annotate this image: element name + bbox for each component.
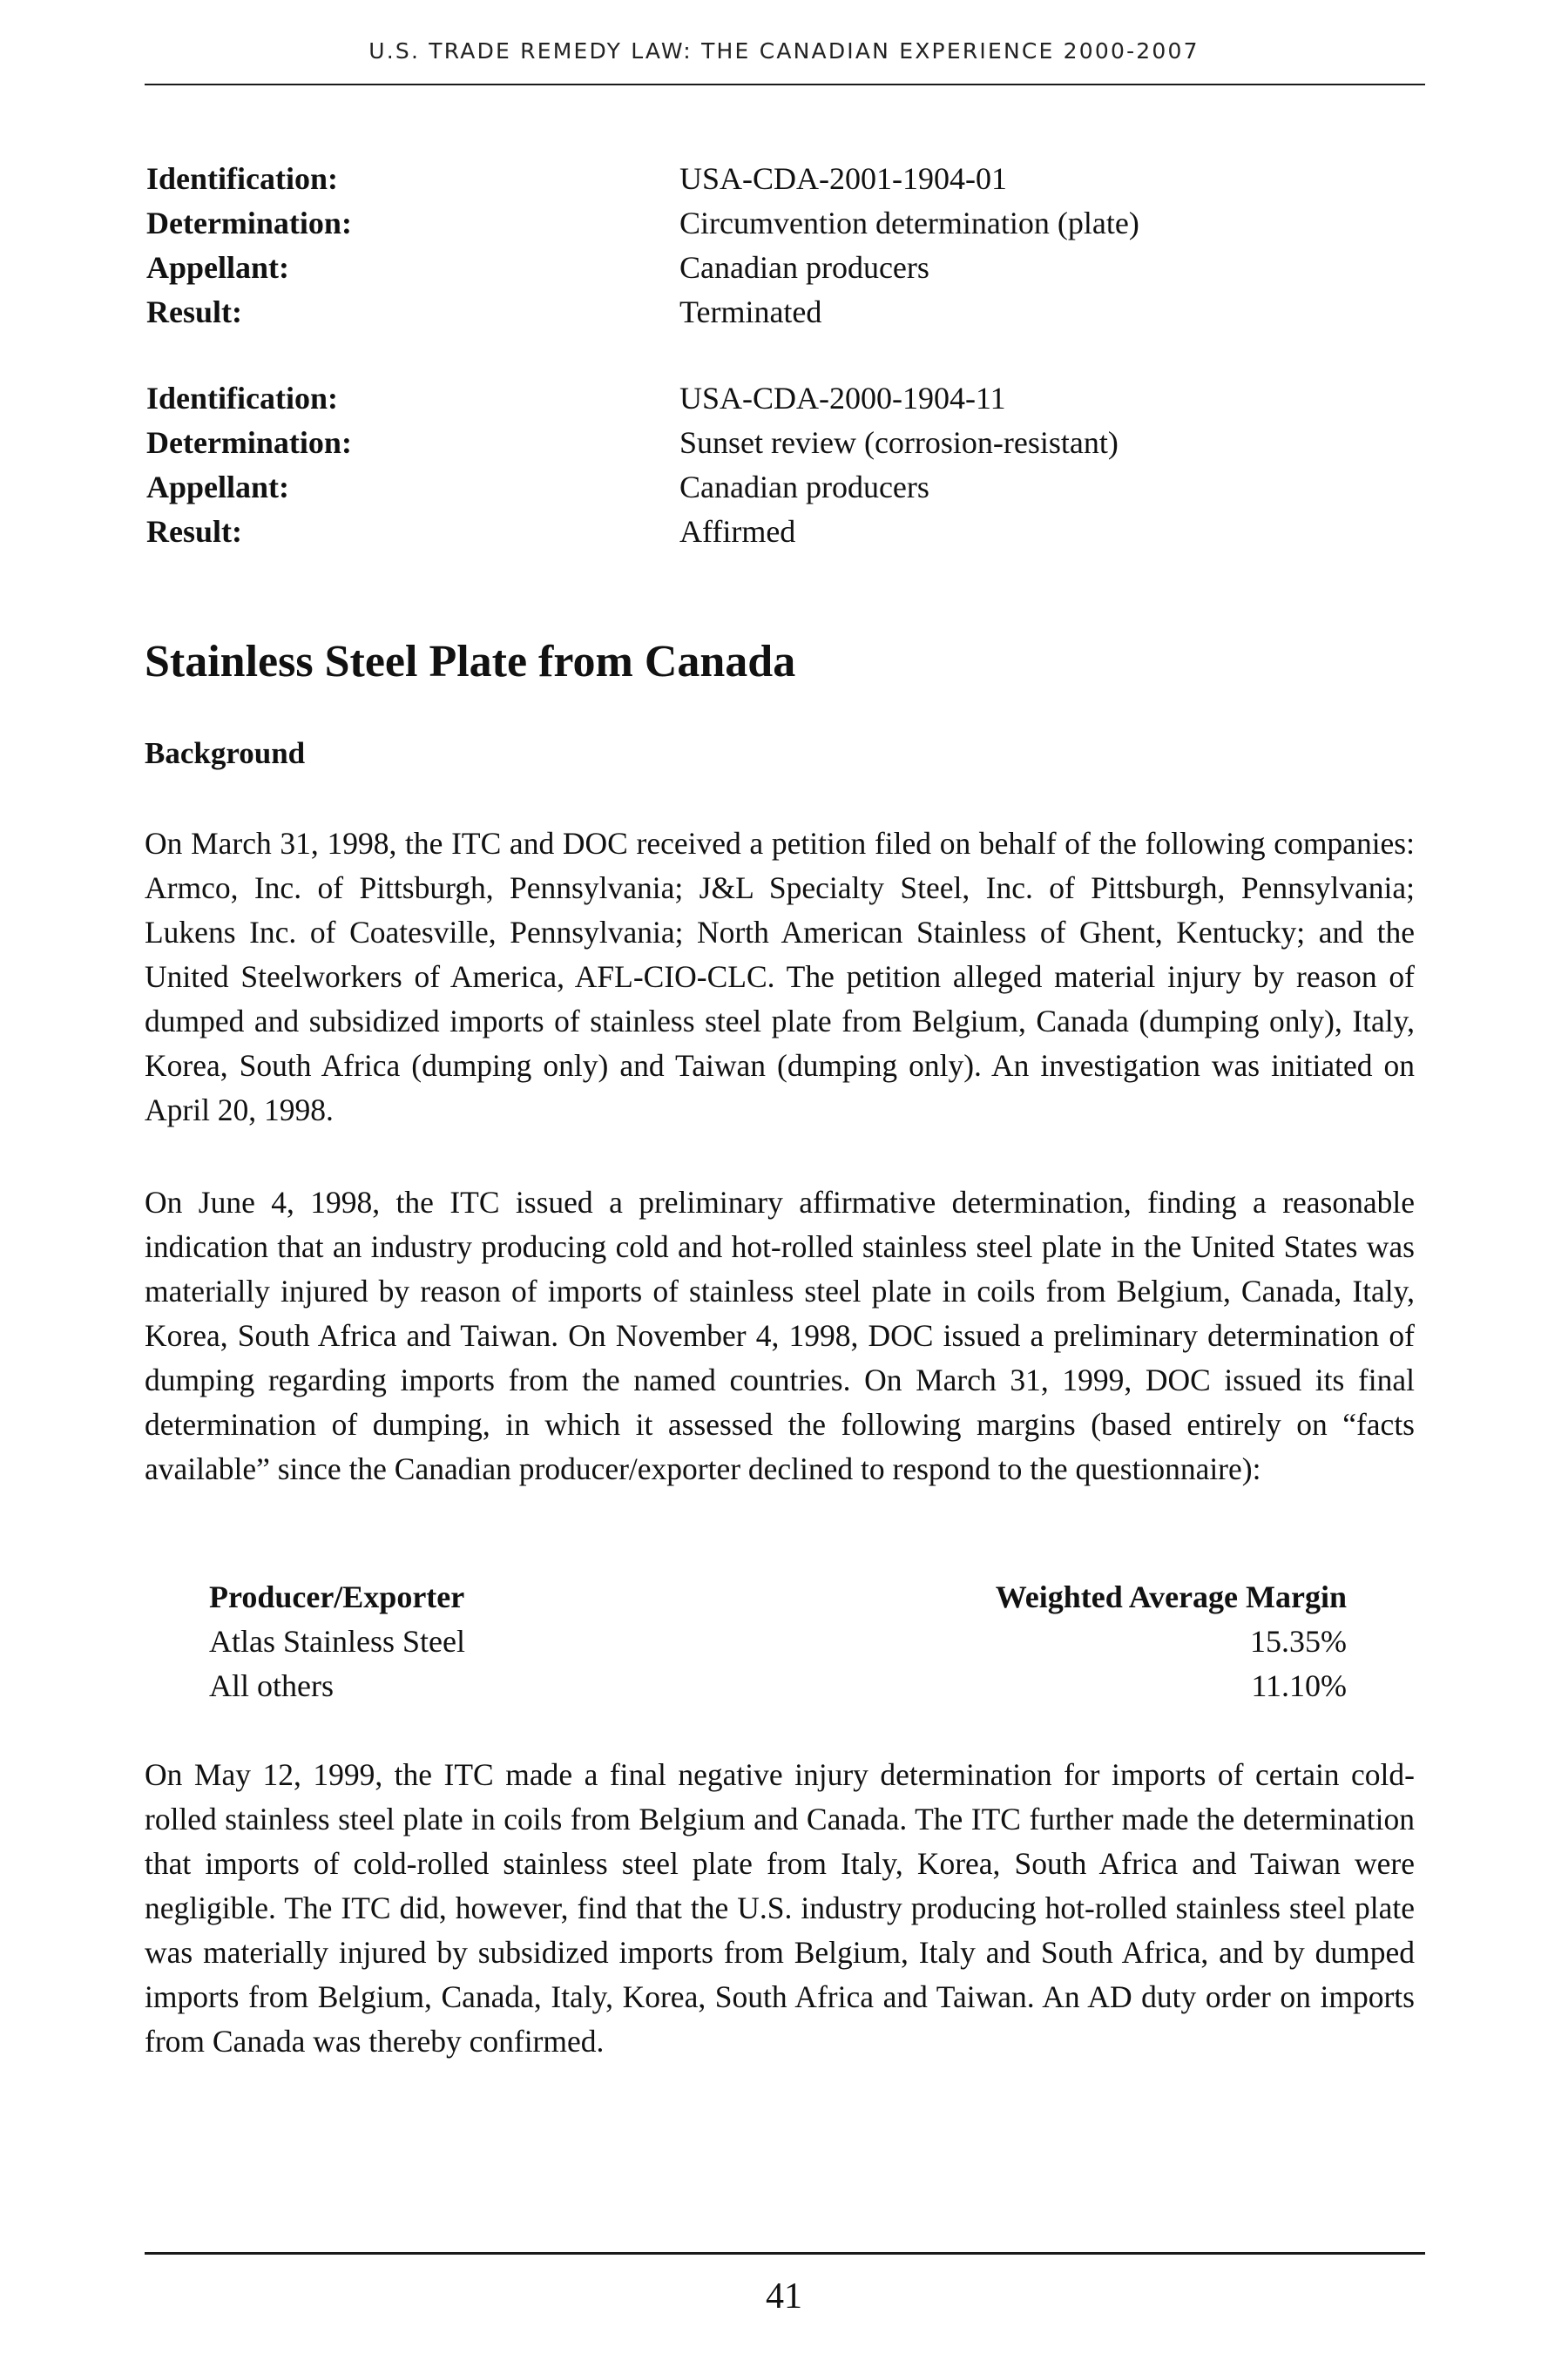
identification-value: USA-CDA-2001-1904-01: [679, 161, 1007, 196]
result-label: Result:: [146, 514, 242, 549]
determination-value: Sunset review (corrosion-resistant): [679, 425, 1119, 460]
table-row: [209, 1620, 1347, 1664]
result-value: Terminated: [679, 294, 822, 329]
section-title: Stainless Steel Plate from Canada: [145, 637, 796, 686]
paragraph-final-determination: On May 12, 1999, the ITC made a final negative injury determination for imports of certain cold-rolled stainless steel plate in coils from Belgium and Canada. The ITC further made the determination that imports of cold-rolled stainless steel plate from Italy, Korea, South Africa and Taiwan were negligible. The ITC did, however, find that the U.S. industry producing hot-rolled stainless steel plate was materially injured by subsidized imports from Belgium, Italy and South Africa, and by dumped imports from Belgium, Canada, Italy, Korea, South Africa and Taiwan. An AD duty order on imports from Canada was thereby confirmed.: [145, 1757, 1415, 2059]
margin-cell: 15.35%: [1250, 1624, 1347, 1659]
determination-label: Determination:: [146, 206, 352, 240]
determination-row: [146, 421, 1409, 465]
appellant-value: Canadian producers: [679, 250, 929, 285]
result-label: Result:: [146, 294, 242, 329]
identification-label: Identification:: [146, 381, 338, 416]
section-subtitle: Background: [145, 736, 306, 770]
margin-cell: 11.10%: [1251, 1668, 1347, 1703]
case-block-2: [146, 376, 1409, 554]
table-row: [209, 1664, 1347, 1708]
case-block-1: [146, 157, 1409, 335]
table-header-row: [209, 1575, 1347, 1620]
identification-label: Identification:: [146, 161, 338, 196]
appellant-label: Appellant:: [146, 470, 290, 504]
column-header-producer: Producer/Exporter: [209, 1579, 465, 1614]
margins-table: [209, 1575, 1347, 1708]
appellant-label: Appellant:: [146, 250, 290, 285]
determination-value: Circumvention determination (plate): [679, 206, 1139, 240]
identification-value: USA-CDA-2000-1904-11: [679, 381, 1006, 416]
result-row: [146, 290, 1409, 335]
producer-cell: All others: [209, 1668, 334, 1703]
result-row: [146, 510, 1409, 554]
page-number: 41: [766, 2276, 802, 2317]
header-rule: [145, 84, 1425, 85]
column-header-margin: Weighted Average Margin: [995, 1579, 1347, 1614]
identification-row: [146, 157, 1409, 201]
appellant-value: Canadian producers: [679, 470, 929, 504]
result-value: Affirmed: [679, 514, 796, 549]
running-header: U.S. TRADE REMEDY LAW: THE CANADIAN EXPERIENCE 2000-2007: [368, 38, 1200, 64]
paragraph-petition: On March 31, 1998, the ITC and DOC received a petition filed on behalf of the following companies: Armco, Inc. of Pittsburgh, Pennsylvania; J&L Specialty Steel, Inc. of Pittsburgh, Pennsylvania; Lukens Inc. of Coatesville, Pennsylvania; North American Stainless of Ghent, Kentucky; and the United Steelworkers of America, AFL-CIO-CLC. The petition alleged material injury by reason of dumped and subsidized imports of stainless steel plate from Belgium, Canada (dumping only), Italy, Korea, South Africa (dumping only) and Taiwan (dumping only). An investigation was initiated on April 20, 1998.: [145, 826, 1415, 1127]
determination-label: Determination:: [146, 425, 352, 460]
appellant-row: [146, 246, 1409, 290]
footer-rule: [145, 2252, 1425, 2255]
determination-row: [146, 201, 1409, 246]
paragraph-preliminary-determination: On June 4, 1998, the ITC issued a preliminary affirmative determination, finding a reasonable indication that an industry producing cold and hot-rolled stainless steel plate in the United States was materially injured by reason of imports of stainless steel plate in coils from Belgium, Canada, Italy, Korea, South Africa and Taiwan. On November 4, 1998, DOC issued a preliminary determination of dumping regarding imports from the named countries. On March 31, 1999, DOC issued its final determination of dumping, in which it assessed the following margins (based entirely on “facts available” since the Canadian producer/exporter declined to respond to the questionnaire):: [145, 1185, 1415, 1486]
appellant-row: [146, 465, 1409, 510]
identification-row: [146, 376, 1409, 421]
producer-cell: Atlas Stainless Steel: [209, 1624, 465, 1659]
